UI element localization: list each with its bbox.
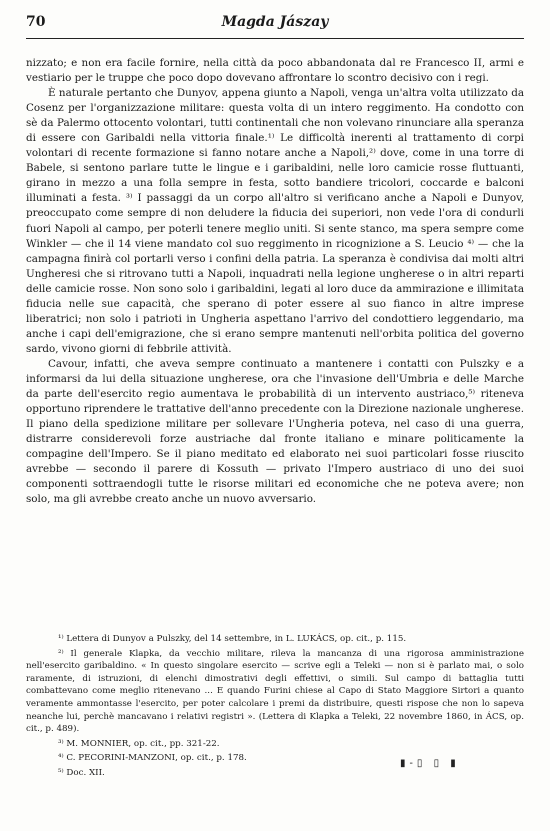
page-number: 70 [26,14,46,30]
footnote-2: ²⁾ Il generale Klapka, da vecchio militare, rileva la mancanza di una rigorosa amministrazione nell'esercito garibaldino. « In questo singolare esercito — scrive egli a Teleki — non si è parlato mai, o solo raramente, di istruzioni, di elenchi dimostrativi degli effettivi, o simili. Sul campo di battaglia tutti combattevano come meglio ritenevano ... E quando Furini chiese al Capo di Stato Maggiore Sirtori a quanto veramente ammontasse l'esercito, per poter calcolare i premi da distribuire, questi rispose che non lo sapeva neanche lui, perchè mancavano i relativi registri ». (Lettera di Klapka a Teleki, 22 novembre 1860, in ÁCS, op. cit., p. 489). [26,648,524,735]
page-header [26,14,524,36]
running-title: Magda Jászay [221,14,329,30]
footnote-5: ⁵⁾ Doc. XII. [58,767,105,778]
footnote-1: ¹⁾ Lettera di Dunyov a Pulszky, del 14 settembre, in L. LUKÁCS, op. cit., p. 115. [58,634,407,644]
paragraph-3: Cavour, infatti, che aveva sempre continuato a mantenere i contatti con Pulszky e a informarsi da lui della situazione ungherese, ora che l'invasione dell'Umbria e delle Marche da parte dell'esercito regio aumentava le probabilità di un intervento austriaco,⁵⁾ riteneva opportuno riprendere le trattative dell'anno precedente con la Direzione nazionale ungherese. Il piano della spedizione militare per sollevare l'Ungheria poteva, nel caso di una guerra, distrarre considerevoli forze austriache dal fronte italiano e minare politicamente la compagine dell'Impero. Se il piano meditato ed elaborato nei suoi particolari fosse riuscito avrebbe — secondo il parere di Kossuth — privato l'Impero austriaco di uno dei suoi componenti sottraendogli tutte le risorse militari ed economiche che ne poteva avere; non solo, ma gli avrebbe creato anche un nuovo avversario. [26,357,524,506]
header-rule [26,38,524,39]
body-text [26,56,524,507]
footnote-3: ³⁾ M. MONNIER, op. cit., pp. 321-22. [58,738,220,749]
footnote-4: ⁴⁾ C. PECORINI-MANZONI, op. cit., p. 178. [58,753,247,764]
paragraph-2: È naturale pertanto che Dunyov, appena giunto a Napoli, venga un'altra volta utilizzato da Cosenz per l'organizzazione militare: questa volta di un intero reggimento. Ha condotto con sè da Palermo ottocento volontari, tutti continentali che non volevano rinunciare alla speranza di essere con Garibaldi nella vittoria finale.¹⁾ Le difficoltà inerenti al trattamento di corpi volontari di recente formazione si fanno notare anche a Napoli,²⁾ dove, come in una torre di Babele, si sentono parlare tutte le lingue e i garibaldini, nelle loro camicie rosse fluttuanti, girano in mezzo a una folla sempre in festa, sotto bandiere tricolori, coccarde e balconi illuminati a festa. ³⁾ I passaggi da un corpo all'altro si verificano anche a Napoli e Dunyov, preoccupato come sempre di non deludere la fiducia dei superiori, non vede l'ora di condurli fuori Napoli al campo, per poterli tenere meglio uniti. Si sente stanco, ma spera sempre come Winkler — che il 14 viene mandato col suo reggimento in ricognizione a S. Leucio ⁴⁾ — che la campagna finirà col portarli verso i confini della patria. La speranza è condivisa dai molti altri Ungheresi che si ritrovano tutti a Napoli, inquadrati nella legione ungherese o in altri reparti delle camicie rosse. Non sono solo i garibaldini, legati al loro duce da ammirazione e illimitata fiducia nelle sue capacità, che sperano di poter essere al suo fianco in altre imprese liberatrici; non solo i patrioti in Ungheria aspettano l'arrivo del condottiero leggendario, ma anche i capi dell'emigrazione, che si erano sempre mantenuti nell'orbita politica del governo sardo, vivono giorni di febbrile attività. [26,87,524,355]
ink-mark-decoration: ▮-▯ ▯ ▮ [400,758,460,769]
paragraph-1: nizzato; e non era facile fornire, nella città da poco abbandonata dal re Francesco II, armi e vestiario per le truppe che poco dopo dovevano affrontare lo scontro decisivo con i regi. [26,57,524,85]
